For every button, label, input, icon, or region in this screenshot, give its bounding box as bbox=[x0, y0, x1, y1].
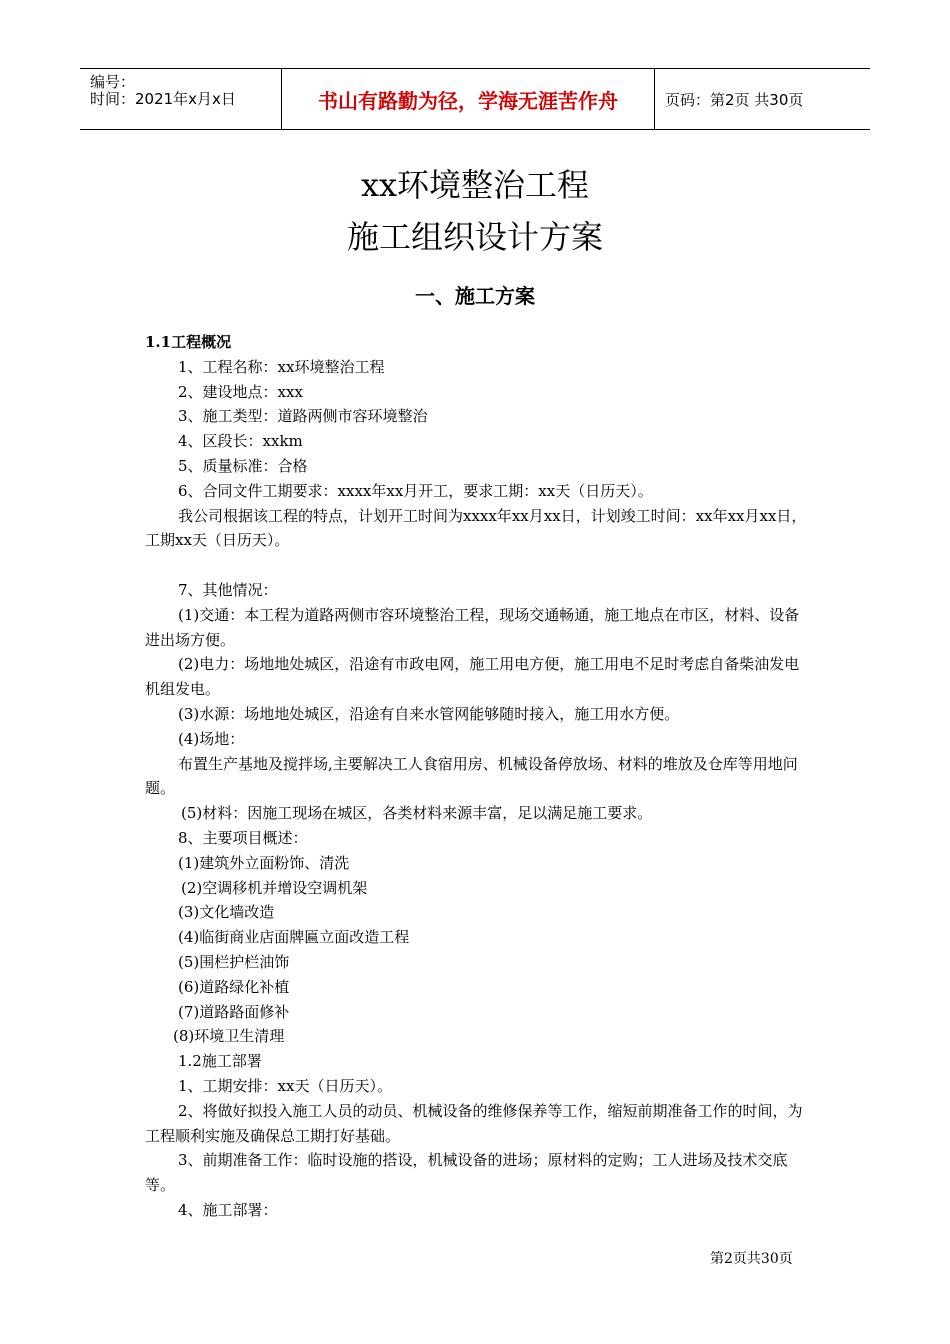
paragraph: 1、工程名称：xx环境整治工程 bbox=[178, 357, 385, 376]
subsection-heading: 1.1工程概况 bbox=[145, 333, 232, 351]
time-label: 时间：2021年x月x日 bbox=[90, 90, 236, 108]
paragraph: (4)场地： bbox=[178, 729, 245, 748]
list-item: (3)文化墙改造 bbox=[178, 903, 275, 922]
paragraph: 4、区段长：xxkm bbox=[178, 432, 303, 451]
paragraph: 布置生产基地及搅拌场,主要解决工人食宿用房、机械设备停放场、材料的堆放及仓库等用地问题。 bbox=[145, 754, 798, 798]
paragraph: 8、主要项目概述： bbox=[178, 828, 308, 847]
list-item: (8)环境卫生清理 bbox=[173, 1027, 285, 1046]
paragraph: 我公司根据该工程的特点，计划开工时间为xxxx年xx月xx日，计划竣工时间：xx年xx月xx日，工期xx天（日历天）。 bbox=[145, 506, 807, 550]
header-info-cell bbox=[80, 69, 282, 129]
subsection-heading: 1.2施工部署 bbox=[178, 1052, 262, 1071]
document-title-line2: 施工组织设计方案 bbox=[346, 218, 603, 256]
page-footer: 第2页共30页 bbox=[710, 1251, 793, 1267]
paragraph: 7、其他情况： bbox=[178, 580, 278, 599]
list-item: (7)道路路面修补 bbox=[178, 1002, 290, 1021]
document-title-line1: xx环境整治工程 bbox=[360, 166, 590, 204]
blank-line bbox=[145, 553, 810, 578]
header-page-info: 页码：第2页 共30页 bbox=[665, 90, 804, 109]
paragraph: 1、工期安排：xx天（日历天）。 bbox=[178, 1076, 392, 1095]
paragraph: (2)电力：场地地处城区，沿途有市政电网，施工用电方便，施工用电不足时考虑自备柴油发电机组发电。 bbox=[145, 655, 800, 699]
paragraph: 2、将做好拟投入施工人员的动员、机械设备的维修保养等工作，缩短前期准备工作的时间，为工程顺利实施及确保总工期打好基础。 bbox=[145, 1101, 803, 1145]
paragraph: 3、前期准备工作：临时设施的搭设，机械设备的进场；原材料的定购；工人进场及技术交底等。 bbox=[145, 1151, 788, 1195]
page-header bbox=[80, 68, 870, 130]
list-item: (2)空调移机并增设空调机架 bbox=[181, 878, 368, 897]
paragraph: 2、建设地点：xxx bbox=[178, 382, 303, 401]
paragraph: 6、合同文件工期要求：xxxx年xx月开工，要求工期：xx天（日历天）。 bbox=[178, 481, 653, 500]
document-body bbox=[145, 330, 810, 1223]
header-motto: 书山有路勤为径，学海无涯苦作舟 bbox=[282, 69, 655, 129]
paragraph: 3、施工类型：道路两侧市容环境整治 bbox=[178, 407, 428, 426]
paragraph: 5、质量标准：合格 bbox=[178, 456, 308, 475]
paragraph: (1)交通：本工程为道路两侧市容环境整治工程，现场交通畅通，施工地点在市区，材料、设备进出场方便。 bbox=[145, 605, 800, 649]
number-label: 编号： bbox=[90, 73, 136, 91]
list-item: (1)建筑外立面粉饰、清洗 bbox=[178, 853, 350, 872]
paragraph: 4、施工部署： bbox=[178, 1200, 278, 1219]
list-item: (5)围栏护栏油饰 bbox=[178, 952, 290, 971]
paragraph: (5)材料：因施工现场在城区，各类材料来源丰富，足以满足施工要求。 bbox=[181, 804, 653, 823]
list-item: (6)道路绿化补植 bbox=[178, 977, 290, 996]
list-item: (4)临街商业店面牌匾立面改造工程 bbox=[178, 928, 410, 947]
paragraph: (3)水源：场地地处城区，沿途有自来水管网能够随时接入，施工用水方便。 bbox=[178, 704, 680, 723]
section-heading: 一、施工方案 bbox=[415, 284, 535, 308]
